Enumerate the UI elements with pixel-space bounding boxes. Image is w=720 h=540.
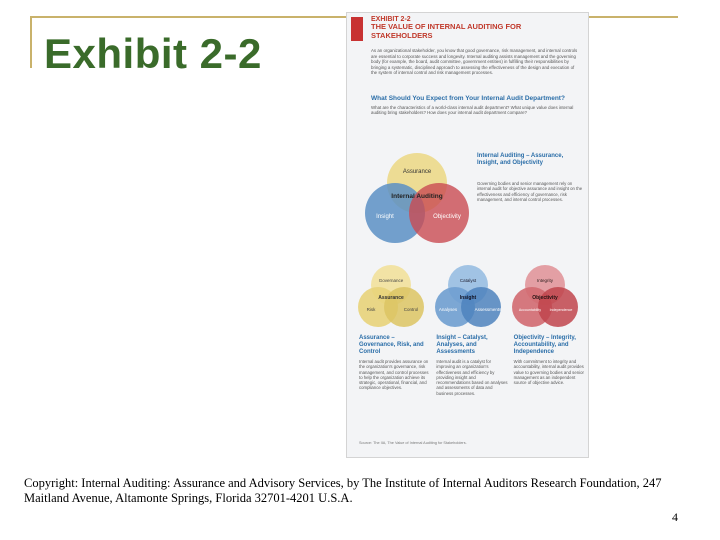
column-text: Internal audit provides assurance on the organization's governance, risk management, and control processes to help the organization achieve its strategic, operational, financial, and compliance objectives. (359, 359, 429, 391)
column-objectivity (514, 335, 585, 396)
venn-assurance (358, 265, 424, 327)
venn-insight-center-label: Insight (459, 295, 477, 301)
exhibit-columns (359, 335, 585, 396)
venn-objectivity-center-label: Objectivity (532, 295, 558, 301)
main-venn-left-label: Insight (376, 214, 394, 220)
side-text: Governing bodies and senior management rely on internal audit for objective assurance and insight on the effectiveness and efficiency of governance, risk management, and internal control processes. (477, 181, 583, 202)
venn-insight-top-label: Catalyst (459, 278, 477, 283)
column-heading: Insight – Catalyst, Analyses, and Assessments (436, 335, 488, 355)
main-venn (365, 153, 469, 243)
venn-assurance-right-label: Control (403, 307, 419, 312)
column-heading: Objectivity – Integrity, Accountability, and Independence (513, 335, 576, 355)
frame-left-line (30, 16, 32, 68)
venn-assurance-top-label: Governance (378, 278, 404, 283)
exhibit-source: Source: The IIA, The Value of Internal Auditing for Stakeholders. (359, 441, 467, 445)
exhibit-intro: As an organizational stakeholder, you know that good governance, risk management, and internal controls are essential to corporate success and longevity. Internal auditing assists management and the governing body (for example, the board, audit committee, government entities) in fulfilling their responsibilities by bringing a systematic, disciplined approach to assessing the effectiveness of the design and execution of the system of internal control and risk management processes. (371, 48, 578, 76)
main-venn-top-label: Assurance (402, 169, 432, 175)
column-heading: Assurance – Governance, Risk, and Control (359, 335, 424, 355)
slide-title: Exhibit 2-2 (44, 30, 262, 77)
exhibit-question: What Should You Expect from Your Internal Audit Department? (371, 95, 565, 102)
column-assurance (359, 335, 430, 396)
exhibit-title: THE VALUE OF INTERNAL AUDITING FOR STAKEHOLDERS (371, 22, 522, 40)
column-insight (436, 335, 507, 396)
main-venn-right-circle (409, 183, 469, 243)
exhibit-question-text: What are the characteristics of a world-class internal audit department? What unique value does internal auditing bring stakeholders? How does your internal audit department compare? (371, 104, 574, 116)
column-text: With commitment to integrity and accountability, internal audit provides value to governing bodies and senior management as an independent source of objective advice. (513, 359, 584, 386)
exhibit-number: EXHIBIT 2-2 (371, 16, 411, 23)
column-text: Internal audit is a catalyst for improving an organization's effectiveness and efficiency by providing insight and recommendations based on analyses and assessments of data and business processes. (436, 359, 508, 396)
venn-objectivity-left-label: Accountability (518, 308, 542, 312)
copyright-text: Copyright: Internal Auditing: Assurance and Advisory Services, by The Institute of Internal Auditors Research Foundation, 247 Maitland Avenue, Altamonte Springs, Florida 32701-4201 U.S.A. (24, 476, 662, 505)
exhibit-image (346, 12, 589, 458)
venn-assurance-center-label: Assurance (378, 295, 404, 301)
venn-assurance-left-label: Risk (366, 307, 376, 312)
side-heading: Internal Auditing – Assurance, Insight, and Objectivity (477, 153, 564, 166)
venn-objectivity-right-label: Independence (549, 308, 573, 312)
venn-objectivity-top-label: Integrity (536, 278, 554, 283)
page-number: 4 (672, 510, 678, 524)
venn-objectivity-right-circle (538, 287, 578, 327)
venn-objectivity (512, 265, 578, 327)
main-venn-right-label: Objectivity (433, 214, 461, 220)
venn-insight-left-label: Analyses (438, 307, 458, 312)
venn-insight (435, 265, 502, 327)
main-venn-center-label: Internal Auditing (391, 193, 443, 200)
venn-insight-right-label: Assessments (474, 307, 502, 312)
